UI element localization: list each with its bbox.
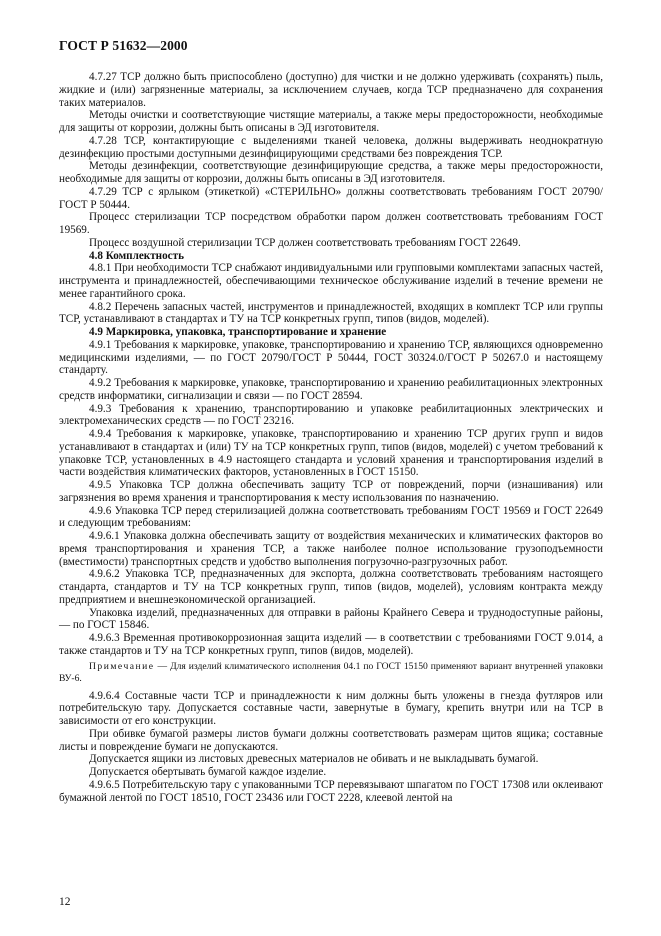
paragraph-4-9-6-1: 4.9.6.1 Упаковка должна обеспечивать защиту от воздействия механических и климатических факторов во время транспортирования и хранения ТСР, а также наиболее полное использование грузоподъемности (вместимости) транспортных средств и удобство выполнения погрузочно-разгрузочных работ. — [59, 530, 603, 568]
paragraph: Процесс воздушной стерилизации ТСР должен соответствовать требованиям ГОСТ 22649. — [89, 236, 521, 249]
paragraph-4-9-4: 4.9.4 Требования к маркировке, упаковке, транспортированию и хранению ТСР других групп и видов устанавливают в стандартах и (или) ТУ на ТСР конкретных групп, типов (видов, моделей) с учетом требований к упаковке ТСР, установленных в 4.9 настоящего стандарта и условий хранения и транспортирования изделий в части воздействия климатических факторов, установленных в ГОСТ 15150. — [59, 428, 603, 479]
paragraph-4-9-6-4: 4.9.6.4 Составные части ТСР и принадлежности к ним должны быть уложены в гнезда футляров или потребительскую тару. Допускается составные части, завернутые в бумагу, крепить внутри или на ТСР в зависимости от его конструкции. — [59, 689, 603, 727]
paragraph-4-8-2: 4.8.2 Перечень запасных частей, инструментов и принадлежностей, входящих в комплект ТСР или группы ТСР, устанавливают в стандартах и ТУ на ТСР конкретных групп, типов (видов, моделей). — [59, 300, 603, 326]
paragraph-4-7-29: 4.7.29 ТСР с ярлыком (этикеткой) «СТЕРИЛЬНО» должны соответствовать требованиям ГОСТ 20790/ГОСТ Р 50444. — [59, 185, 603, 211]
paragraph: Методы очистки и соответствующие чистящие материалы, а также меры предосторожности, необходимые для защиты от коррозии, должны быть описаны в ЭД изготовителя. — [59, 109, 603, 134]
note-text: — Для изделий климатического исполнения 04.1 по ГОСТ 15150 применяют вариант внутренней упаковки ВУ-6. — [59, 660, 603, 684]
section-heading-4-9: 4.9 Маркировка, упаковка, транспортирование и хранение — [89, 326, 387, 338]
paragraph: Методы дезинфекции, соответствующие дезинфицирующие средства, а также меры предосторожности, необходимые для защиты от коррозии, должны быть описаны в ЭД изготовителя. — [59, 160, 603, 185]
document-header: ГОСТ Р 51632—2000 — [59, 38, 188, 53]
paragraph-4-9-3: 4.9.3 Требования к хранению, транспортированию и упаковке реабилитационных электрических и электромеханических средств — по ГОСТ 23216. — [59, 402, 603, 428]
paragraph-4-8-1: 4.8.1 При необходимости ТСР снабжают индивидуальными или групповыми комплектами запасных частей, инструмента и принадлежностей, обеспечивающими техническое обслуживание изделий в течение времени не менее гарантийного срока. — [59, 262, 603, 300]
paragraph-4-9-6-3: 4.9.6.3 Временная противокоррозионная защита изделий — в соответствии с требованиями ГОСТ 9.014, а также стандартов и ТУ на ТСР конкретных групп, типов (видов, моделей). — [59, 632, 603, 657]
paragraph: Процесс стерилизации ТСР посредством обработки паром должен соответствовать требованиям ГОСТ 19569. — [59, 211, 603, 236]
section-heading-4-8: 4.8 Комплектность — [89, 249, 184, 262]
paragraph-4-9-2: 4.9.2 Требования к маркировке, упаковке, транспортированию и хранению реабилитационных электронных средств информатики, сигнализации и связи — по ГОСТ 28594. — [59, 377, 603, 402]
paragraph-4-9-6: 4.9.6 Упаковка ТСР перед стерилизацией должна соответствовать требованиям ГОСТ 19569 и ГОСТ 22649 и следующим требованиям: — [59, 504, 603, 530]
note-label: Примечание — [89, 660, 155, 672]
paragraph-4-9-6-5: 4.9.6.5 Потребительскую тару с упакованными ТСР перевязывают шпагатом по ГОСТ 17308 или оклеивают бумажной лентой по ГОСТ 18510, ГОСТ 23436 или ГОСТ 2228, клеевой лентой на — [59, 778, 603, 804]
paragraph-4-9-6-2: 4.9.6.2 Упаковка ТСР, предназначенных для экспорта, должна соответствовать требованиям настоящего стандарта, стандартов и ТУ на ТСР конкретных групп, типов (видов, моделей), условиям контракта между предприятием и внешнеэкономической организацией. — [59, 568, 603, 606]
paragraph: Упаковка изделий, предназначенных для отправки в районы Крайнего Севера и труднодоступные районы, — по ГОСТ 15846. — [59, 606, 603, 632]
page-number: 12 — [59, 896, 71, 908]
paragraph: Допускается ящики из листовых древесных материалов не обивать и не выкладывать бумагой. — [89, 753, 539, 766]
paragraph-4-9-1: 4.9.1 Требования к маркировке, упаковке, транспортированию и хранению ТСР, являющихся одновременно медицинскими изделиями, — по ГОСТ 20790/ГОСТ Р 50444, ГОСТ 30324.0/ГОСТ Р 50267.0 и настоящему стандарту. — [59, 338, 603, 377]
document-body — [59, 71, 603, 804]
paragraph: При обивке бумагой размеры листов бумаги должны соответствовать размерам щитов ящика; составные листы и повреждение бумаги не допускаются. — [59, 727, 603, 753]
note — [59, 661, 603, 685]
paragraph-4-7-27: 4.7.27 ТСР должно быть приспособлено (доступно) для чистки и не должно удерживать (сохранять) пыль, жидкие и (или) загрязненные материалы, за исключением случаев, когда ТСР предназначено для сохранения таких материалов. — [59, 71, 603, 109]
paragraph-4-9-5: 4.9.5 Упаковка ТСР должна обеспечивать защиту ТСР от повреждений, порчи (изнашивания) или загрязнения во время хранения и транспортирования к месту использования по назначению. — [59, 479, 603, 504]
paragraph-4-7-28: 4.7.28 ТСР, контактирующие с выделениями тканей человека, должны выдерживать неоднократную дезинфекцию простыми доступными дезинфицирующими средствами без повреждения ТСР. — [59, 134, 603, 160]
paragraph: Допускается обертывать бумагой каждое изделие. — [89, 766, 327, 778]
